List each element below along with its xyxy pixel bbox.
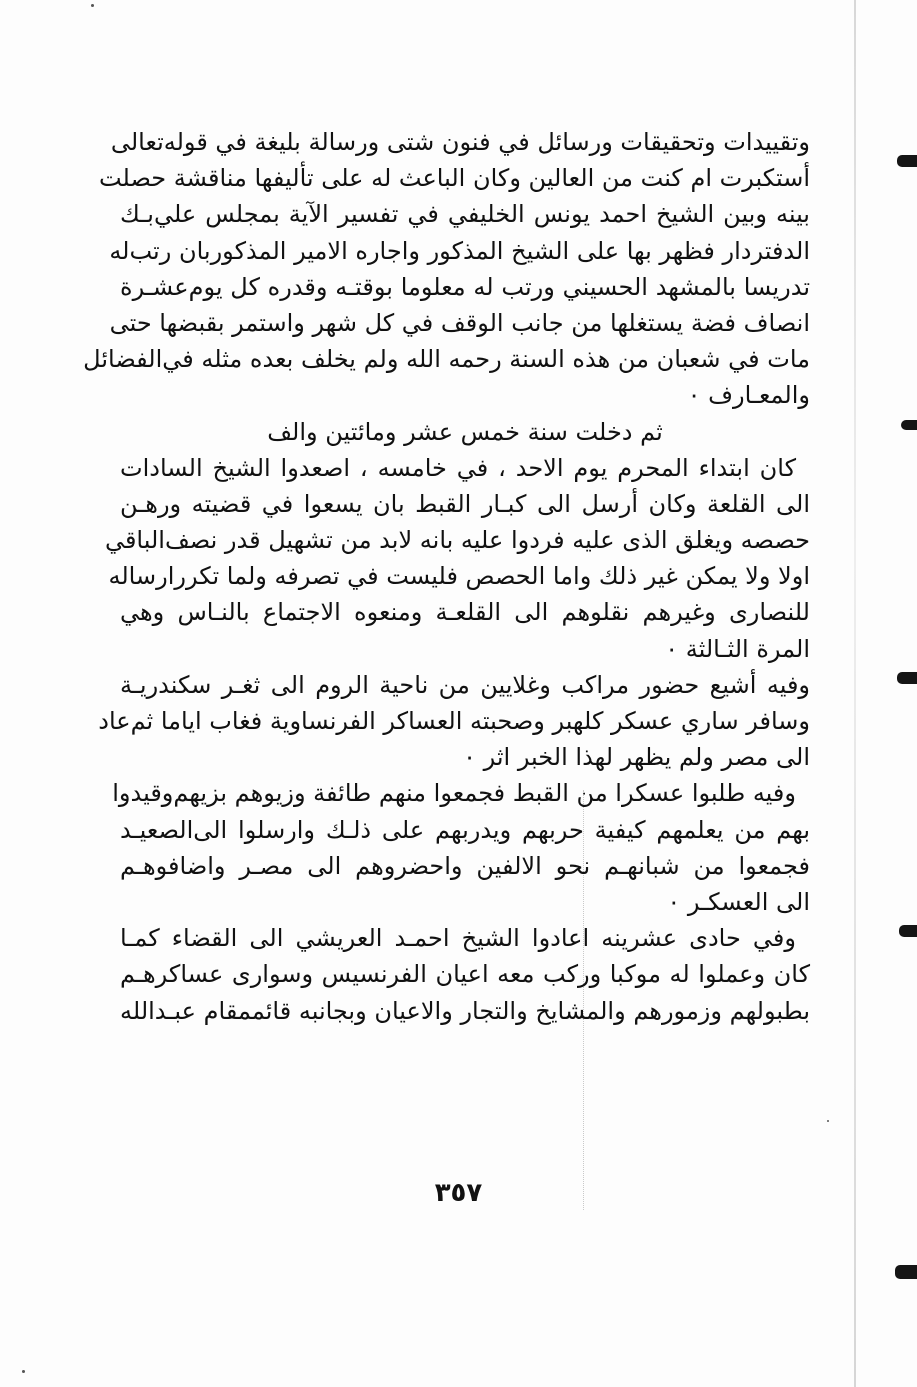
text-line: فجمعوا من شبانهـم نحو الالفين واحضروهم الى مصـر واضافوهـم [120, 851, 810, 880]
scan-speck [22, 1370, 25, 1373]
text-line: حصصه ويغلق الذى عليه فردوا عليه بانه لابد من تشهيل قدر نصف‌الباقي [104, 526, 810, 555]
text-line: الى القلعة وكان أرسل الى كبـار القبط بان يسعوا في قضيته ورهـن [120, 489, 810, 518]
text-line: وسافر ساري عسكر كلهبر وصحبته العساكر الفرنساوية فغاب اياما ثم‌عاد [98, 707, 810, 735]
text-line: كان وعملوا له موكبا وركب معه اعيان الفرنسيس وسوارى عساكرهـم [120, 960, 810, 989]
text-line: الدفتردار فظهر بها على الشيخ المذكور واجاره الامير المذكوربان رتب‌له [109, 236, 810, 265]
text-line: كان ابتداء المحرم يوم الاحد ، في خامسه ، اصعدوا الشيخ السادات [120, 453, 796, 482]
text-line: وفي حادى عشرينه اعادوا الشيخ احمـد العريشي الى القضاء كمـا [120, 924, 796, 953]
text-line: وفيه طلبوا عسكرا من القبط فجمعوا منهم طائفة وزيوهم بزيهم‌وقيدوا [112, 779, 796, 808]
text-line: وفيه أشيع حضور مراكب وغلايين من ناحية الروم الى ثغـر سكندريـة [120, 670, 810, 699]
text-line: للنصارى وغيرهم نقلوهم الى القلعـة ومنعوه الاجتماع بالنـاس وهي [120, 598, 810, 627]
margin-mark [899, 925, 917, 937]
text-line: الى مصر ولم يظهر لهذا الخبر اثر ٠ [463, 743, 810, 772]
margin-mark [897, 155, 917, 167]
body-text [83, 124, 810, 1029]
text-line: بينه وبين الشيخ احمد يونس الخليفي في تفسير الآية بمجلس علي‌بـك [120, 200, 810, 229]
scan-speck [827, 1120, 829, 1122]
page-number: ٣٥٧ [434, 1178, 483, 1208]
text-line: مات في شعبان من هذه السنة رحمه الله ولم يخلف بعده مثله في‌الفضائل [83, 345, 810, 374]
text-line: أستكبرت ام كنت من العالين وكان الباعث له على تأليفها مناقشة حصلت [98, 164, 810, 193]
text-line: الى العسكـر ٠ [667, 887, 810, 916]
section-heading: ثم دخلت سنة خمس عشر ومائتين والف [267, 417, 663, 446]
text-line: وتقييدات وتحقيقات ورسائل في فنون شتى ورسالة بليغة في قوله‌تعالى [110, 128, 810, 156]
text-line: بهم من يعلمهم كيفية حربهم ويدربهم على ذلـك وارسلوا الى‌الصعيـد [120, 815, 810, 844]
text-line: والمعـارف ٠ [687, 381, 810, 410]
text-line: انصاف فضة يستغلها من جانب الوقف في كل شهر واستمر بقبضها حتى [109, 308, 810, 337]
margin-mark [897, 672, 917, 684]
margin-mark [901, 420, 917, 430]
margin-mark [895, 1265, 917, 1279]
scan-speck [91, 4, 94, 7]
text-line: بطبولهم وزمورهم والمشايخ والتجار والاعيان وبجانبه قائممقام عبـدالله [120, 996, 810, 1025]
text-line: المرة الثـالثة ٠ [665, 634, 810, 663]
text-line: تدريسا بالمشهد الحسيني ورتب له معلوما بوقتـه وقدره كل يوم‌عشـرة [120, 272, 810, 301]
text-line: اولا ولا يمكن غير ذلك واما الحصص فليست في تصرفه ولما تكررارساله [108, 562, 810, 591]
